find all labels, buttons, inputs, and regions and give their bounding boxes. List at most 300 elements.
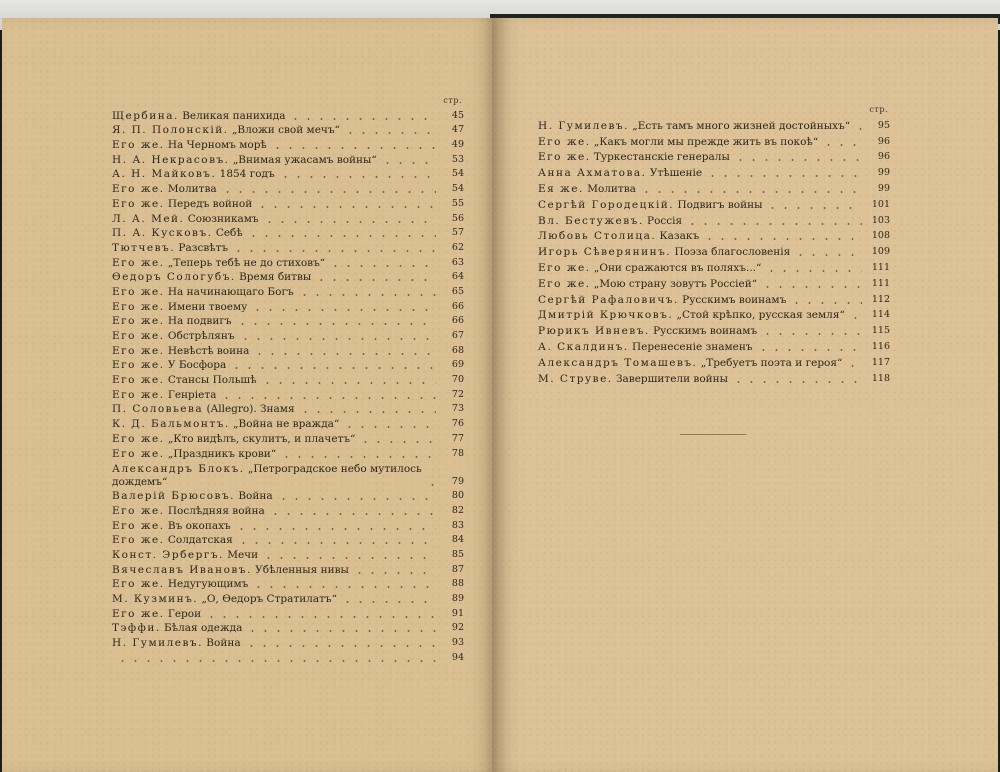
entry-author: Его же. <box>112 256 165 269</box>
entry-title: „Война не вражда“ <box>233 418 340 431</box>
dot-leader <box>237 542 436 544</box>
entry-page-number: 68 <box>451 344 464 356</box>
entry-page-number: 108 <box>871 230 890 242</box>
entry-page-number: 112 <box>871 293 890 305</box>
entry-author: Его же. <box>112 300 165 313</box>
entry-page-number: 76 <box>451 418 464 430</box>
dot-leader <box>765 270 862 272</box>
entry-page-number: 57 <box>451 227 464 239</box>
entry-author: Игорь Сѣверянинъ. <box>538 246 672 259</box>
entry-page-number: 103 <box>871 214 890 226</box>
entry-page-number: 109 <box>871 246 890 258</box>
entry-title: Имени твоему <box>167 300 248 313</box>
entry-author: Рюрикъ Ивневъ. <box>538 325 650 338</box>
dot-leader <box>116 660 436 662</box>
dot-leader <box>790 302 862 304</box>
entry-page-number: 63 <box>451 256 464 268</box>
entry-author: Конст. Эрбергъ. <box>112 548 224 561</box>
toc-entry <box>112 167 464 182</box>
entry-text <box>538 372 728 386</box>
entry-title: Утѣшеніе <box>649 167 703 180</box>
toc-entry <box>538 275 890 291</box>
page-column-header: стр. <box>869 105 888 114</box>
entry-page-number: 64 <box>451 271 464 283</box>
toc-entry <box>112 431 464 446</box>
entry-page-number: 111 <box>871 261 890 273</box>
entry-author: Александръ Блокъ. <box>112 462 245 475</box>
entry-author: Его же. <box>112 315 165 328</box>
dot-leader <box>271 147 436 149</box>
toc-right-column <box>538 103 890 386</box>
entry-page-number: 62 <box>451 241 464 253</box>
entry-title: Перенесеніе знаменъ <box>631 340 753 353</box>
entry-title: Союзникамъ <box>187 212 259 225</box>
entry-text <box>538 166 702 180</box>
entry-title: У Босфора <box>167 359 227 372</box>
entry-page-number: 70 <box>451 374 464 386</box>
entry-title: „Есть тамъ много жизней достойныхъ“ <box>632 119 851 132</box>
entry-title: „Требуетъ поэта и героя“ <box>700 356 843 369</box>
toc-entry <box>112 635 464 650</box>
entry-text <box>112 358 226 372</box>
entry-text <box>112 417 339 431</box>
entry-page-number: 118 <box>871 372 890 384</box>
dot-leader <box>703 238 862 240</box>
entry-text <box>112 463 422 489</box>
dot-leader <box>280 456 436 458</box>
entry-author: Н. А. Некрасовъ. <box>112 153 230 166</box>
entry-text <box>112 212 259 226</box>
entry-page-number: 96 <box>877 151 890 163</box>
entry-title: Мечи <box>227 548 259 561</box>
entry-page-number: 94 <box>451 651 464 663</box>
toc-entry <box>538 149 890 165</box>
entry-text <box>538 293 786 307</box>
entry-title: Поэза благословенія <box>674 246 791 259</box>
end-rule <box>680 434 746 435</box>
entry-author: Его же. <box>112 578 165 591</box>
dot-leader <box>245 645 436 647</box>
dot-leader <box>732 381 862 383</box>
entry-page-number: 101 <box>871 198 890 210</box>
entry-text <box>538 214 682 228</box>
entry-text <box>112 182 217 196</box>
dot-leader <box>298 294 436 296</box>
dot-leader <box>849 317 862 319</box>
dot-leader <box>761 286 862 288</box>
dot-leader <box>230 367 436 369</box>
toc-entry <box>538 307 890 323</box>
entry-text <box>112 563 349 577</box>
dot-leader <box>353 572 436 574</box>
toc-entry <box>112 328 464 343</box>
entry-text <box>112 519 231 533</box>
entry-author: Сергѣй Рафаловичъ. <box>538 293 679 306</box>
entry-title: „Теперь тебѣ не до стиховъ“ <box>167 256 326 269</box>
entry-page-number: 49 <box>451 139 464 151</box>
dot-leader <box>247 235 436 237</box>
toc-entry <box>112 416 464 431</box>
entry-page-number: 69 <box>451 359 464 371</box>
toc-entry <box>112 650 464 665</box>
entry-title: „Вложи свой мечъ“ <box>231 124 340 137</box>
dot-leader <box>426 484 436 486</box>
entry-author: К. Д. Бальмонтъ. <box>112 418 230 431</box>
toc-entry <box>112 314 464 329</box>
entry-page-number: 53 <box>451 153 464 165</box>
toc-entry <box>538 291 890 307</box>
entry-page-number: 67 <box>451 330 464 341</box>
dot-leader <box>235 528 436 530</box>
entry-text <box>538 229 699 243</box>
entry-title: На Черномъ морѣ <box>167 139 267 152</box>
dot-leader <box>359 441 436 443</box>
dot-leader <box>289 118 436 120</box>
dot-leader <box>343 426 436 428</box>
entry-text <box>112 592 337 606</box>
entry-title: „Петроградское небо мутилось дождемъ“ <box>112 462 422 488</box>
entry-title: Обстрѣлянъ <box>167 330 235 342</box>
entry-title: Русскимъ воинамъ <box>682 293 787 306</box>
dot-leader <box>315 279 436 281</box>
toc-entry <box>538 133 890 149</box>
toc-entry <box>112 284 464 299</box>
entry-title: Подвигъ войны <box>677 198 763 211</box>
entry-title: Послѣдняя война <box>167 504 265 517</box>
entry-text <box>112 197 252 211</box>
entry-title: Стансы Польшѣ <box>167 374 257 387</box>
entry-text <box>112 109 285 123</box>
entry-author: Тэффи. <box>112 622 161 635</box>
entry-title: Великая панихида <box>182 109 286 122</box>
entry-title: Разсвѣтъ <box>178 241 229 254</box>
dot-leader <box>344 132 436 134</box>
entry-text <box>112 636 241 650</box>
entry-title: Передъ войной <box>167 197 253 210</box>
toc-entry <box>112 402 464 417</box>
toc-entry <box>538 259 890 275</box>
entry-author: Н. Гумилевъ. <box>538 119 629 132</box>
entry-title: Русскимъ воинамъ <box>653 325 758 338</box>
entry-text <box>112 577 248 591</box>
entry-title: Невѣстѣ воина <box>167 344 250 357</box>
toc-entry <box>538 228 890 244</box>
entry-title: Туркестанскіе генералы <box>593 151 730 164</box>
entry-title: Завершители войны <box>615 372 729 385</box>
entry-author: Его же. <box>112 519 165 532</box>
toc-entry <box>538 117 890 133</box>
entry-title: „Праздникъ крови“ <box>167 447 277 460</box>
entry-author: Его же. <box>112 197 165 210</box>
toc-entry <box>538 338 890 354</box>
dot-leader <box>854 128 862 130</box>
entry-text <box>112 300 247 314</box>
entry-author: Его же. <box>112 139 165 152</box>
entry-page-number: 56 <box>451 212 464 224</box>
toc-entry <box>538 164 890 180</box>
entry-title: „О, Ѳедоръ Стратилатъ“ <box>201 593 337 605</box>
entry-author: Его же. <box>112 344 165 357</box>
entry-text <box>112 533 233 547</box>
entry-page-number: 78 <box>451 447 464 459</box>
dot-leader <box>232 250 436 252</box>
entry-title: Казакъ <box>659 230 700 243</box>
entry-title: Время битвы <box>239 271 312 284</box>
entry-text <box>112 388 216 402</box>
entry-text <box>538 308 845 322</box>
entry-text <box>112 489 273 503</box>
entry-title: На начинающаго Богъ <box>167 285 294 298</box>
entry-page-number: 95 <box>877 119 890 131</box>
dot-leader <box>640 191 862 193</box>
dot-leader <box>329 265 436 267</box>
toc-entry <box>538 212 890 228</box>
dot-leader <box>381 162 436 164</box>
entry-text <box>538 135 818 149</box>
entry-page-number: 45 <box>451 109 464 121</box>
dot-leader <box>757 349 862 351</box>
dot-leader <box>239 338 436 340</box>
entry-author: П. А. Кусковъ. <box>112 227 213 240</box>
entry-text <box>538 119 850 133</box>
entry-author: Его же. <box>112 374 165 387</box>
entry-page-number: 116 <box>871 340 890 352</box>
entry-author: Александръ Томашевъ. <box>538 356 698 369</box>
entry-text <box>112 447 276 461</box>
entry-author: Его же. <box>112 183 165 196</box>
entry-page-number: 88 <box>451 578 464 590</box>
entry-author: Вячеславъ Ивановъ. <box>112 563 252 576</box>
entry-author: Его же. <box>538 261 591 274</box>
entry-text <box>112 123 340 137</box>
toc-entry <box>112 226 464 241</box>
dot-leader <box>686 223 862 225</box>
dot-leader <box>706 175 862 177</box>
dot-leader <box>269 513 436 515</box>
dot-leader <box>221 191 436 193</box>
entry-text <box>538 150 730 164</box>
entry-text <box>538 324 757 338</box>
dot-leader <box>246 630 436 632</box>
entry-text <box>538 356 842 370</box>
entry-page-number: 54 <box>451 168 464 180</box>
toc-entry <box>112 343 464 358</box>
dot-leader <box>261 382 436 384</box>
entry-page-number: 114 <box>871 309 890 321</box>
entry-text <box>112 548 258 562</box>
entry-text <box>112 402 295 416</box>
entry-author: Его же. <box>112 388 165 401</box>
entry-text <box>112 373 257 387</box>
entry-author: Его же. <box>538 135 591 148</box>
entry-author: Его же. <box>112 504 165 517</box>
entry-title: На подвигъ <box>167 315 232 328</box>
entry-author: Его же. <box>538 151 591 164</box>
dot-leader <box>299 411 436 413</box>
entry-title: „Кто видѣлъ, скулитъ, и плачетъ“ <box>167 432 356 445</box>
dot-leader <box>279 176 436 178</box>
entry-title: Солдатская <box>167 534 233 547</box>
dot-leader <box>734 159 862 161</box>
toc-entry <box>538 180 890 196</box>
entry-page-number: 79 <box>451 475 464 487</box>
entry-author: Любовь Столица. <box>538 230 657 243</box>
entry-title: Бѣлая одежда <box>164 622 243 635</box>
toc-entry <box>112 123 464 138</box>
entry-text <box>538 198 762 212</box>
dot-leader <box>252 586 436 588</box>
dot-leader <box>251 309 436 311</box>
toc-entry <box>112 533 464 548</box>
toc-entry <box>112 577 464 592</box>
entry-text <box>112 270 311 284</box>
toc-entry <box>112 255 464 270</box>
toc-entry <box>112 152 464 167</box>
dot-leader <box>256 206 436 208</box>
entry-page-number: 65 <box>451 285 464 297</box>
dot-leader <box>766 207 862 209</box>
entry-text <box>112 241 228 255</box>
entry-title: Война <box>238 490 273 503</box>
entry-page-number: 83 <box>451 519 464 531</box>
entry-author: Его же. <box>112 534 165 547</box>
toc-entry <box>112 547 464 562</box>
dot-leader <box>277 498 436 500</box>
entry-author: Его же. <box>112 447 165 460</box>
toc-entry <box>112 562 464 577</box>
entry-text <box>538 261 761 275</box>
toc-entry <box>112 591 464 606</box>
entry-page-number: 84 <box>451 534 464 546</box>
entry-author: М. Кузминъ. <box>112 593 199 605</box>
entry-text <box>112 329 235 343</box>
entry-title: Молитва <box>587 182 636 195</box>
entry-author: А. Н. Майковъ. <box>112 168 217 181</box>
dot-leader <box>822 144 862 146</box>
entry-title: Генріета <box>167 388 217 401</box>
entry-text <box>112 314 232 328</box>
entry-page-number: 77 <box>451 432 464 444</box>
toc-entry <box>112 181 464 196</box>
toc-entry <box>538 370 890 386</box>
toc-entry <box>112 503 464 518</box>
toc-entry <box>112 108 464 123</box>
toc-left-column <box>112 94 464 665</box>
entry-page-number: 55 <box>451 197 464 209</box>
toc-entry <box>112 518 464 533</box>
entry-author: Ѳедоръ Сологубъ. <box>112 271 236 284</box>
entry-author: Его же. <box>112 330 165 342</box>
entry-text <box>112 621 242 635</box>
entry-author: П. Соловьева <box>112 403 204 416</box>
toc-entry <box>112 137 464 152</box>
toc-entry <box>112 211 464 226</box>
entry-page-number: 73 <box>451 403 464 415</box>
entry-text <box>112 344 249 358</box>
entry-text <box>538 182 636 196</box>
toc-entry <box>112 196 464 211</box>
entry-page-number: 54 <box>451 183 464 195</box>
entry-text <box>112 153 377 167</box>
dot-leader <box>220 397 436 399</box>
entry-page-number: 85 <box>451 548 464 560</box>
entry-author: Вл. Бестужевъ. <box>538 214 644 227</box>
toc-entry <box>112 372 464 387</box>
entry-page-number: 117 <box>871 356 890 368</box>
entry-page-number: 93 <box>451 637 464 649</box>
entry-author: Сергѣй Городецкій. <box>538 198 675 211</box>
entry-text <box>538 340 753 354</box>
entry-title: „Какъ могли мы прежде жить въ покоѣ“ <box>593 135 819 148</box>
entry-text <box>112 226 243 240</box>
entry-author: Его же. <box>538 277 591 290</box>
entry-page-number: 82 <box>451 504 464 516</box>
entry-text <box>112 256 325 270</box>
entry-author: Анна Ахматова. <box>538 167 647 180</box>
entry-title: 1854 годъ <box>219 168 275 181</box>
entry-text <box>538 277 757 291</box>
entry-author: Его же. <box>112 607 165 620</box>
entry-page-number: 99 <box>877 182 890 194</box>
toc-entry <box>112 387 464 402</box>
toc-entry <box>112 358 464 373</box>
entry-page-number: 72 <box>451 388 464 400</box>
dot-leader <box>846 365 862 367</box>
dot-leader <box>341 601 436 603</box>
entry-author: Его же. <box>112 432 165 445</box>
dot-leader <box>236 323 436 325</box>
dot-leader <box>761 333 862 335</box>
toc-entry <box>538 322 890 338</box>
entry-page-number: 99 <box>877 167 890 179</box>
entry-author: Дмитрій Крючковъ. <box>538 309 674 322</box>
dot-leader <box>262 557 436 559</box>
entry-page-number: 91 <box>451 607 464 619</box>
toc-entry <box>112 270 464 285</box>
entry-author: Его же. <box>112 359 165 372</box>
entry-title: Герои <box>167 607 202 620</box>
entry-page-number: 115 <box>871 325 890 337</box>
entry-author: Я. П. Полонскій. <box>112 124 229 137</box>
entry-title: Россія <box>647 214 683 227</box>
entry-text <box>112 432 355 446</box>
dot-leader <box>253 353 436 355</box>
entry-title: Въ окопахъ <box>167 519 231 532</box>
entry-text <box>112 285 294 299</box>
entry-title: Война <box>206 637 241 650</box>
toc-entry <box>112 299 464 314</box>
entry-title: Недугующимъ <box>167 578 249 591</box>
entry-page-number: 92 <box>451 622 464 634</box>
entry-text <box>112 138 267 152</box>
dot-leader <box>263 221 436 223</box>
toc-entry <box>538 354 890 370</box>
entry-page-number: 89 <box>451 593 464 604</box>
toc-entry <box>538 196 890 212</box>
entry-title: „Мою страну зовутъ Россіей“ <box>593 277 758 290</box>
entry-title: Молитва <box>167 183 217 196</box>
entry-text <box>112 167 275 181</box>
entry-page-number: 96 <box>877 135 890 147</box>
toc-entry <box>538 243 890 259</box>
dot-leader <box>794 254 862 256</box>
toc-entry <box>112 446 464 461</box>
entry-author: Ея же. <box>538 182 584 195</box>
entry-author: Щербина. <box>112 109 179 122</box>
entry-page-number: 87 <box>451 563 464 575</box>
entry-title: (Allegro). Знамя <box>206 403 295 416</box>
entry-text <box>112 607 201 621</box>
